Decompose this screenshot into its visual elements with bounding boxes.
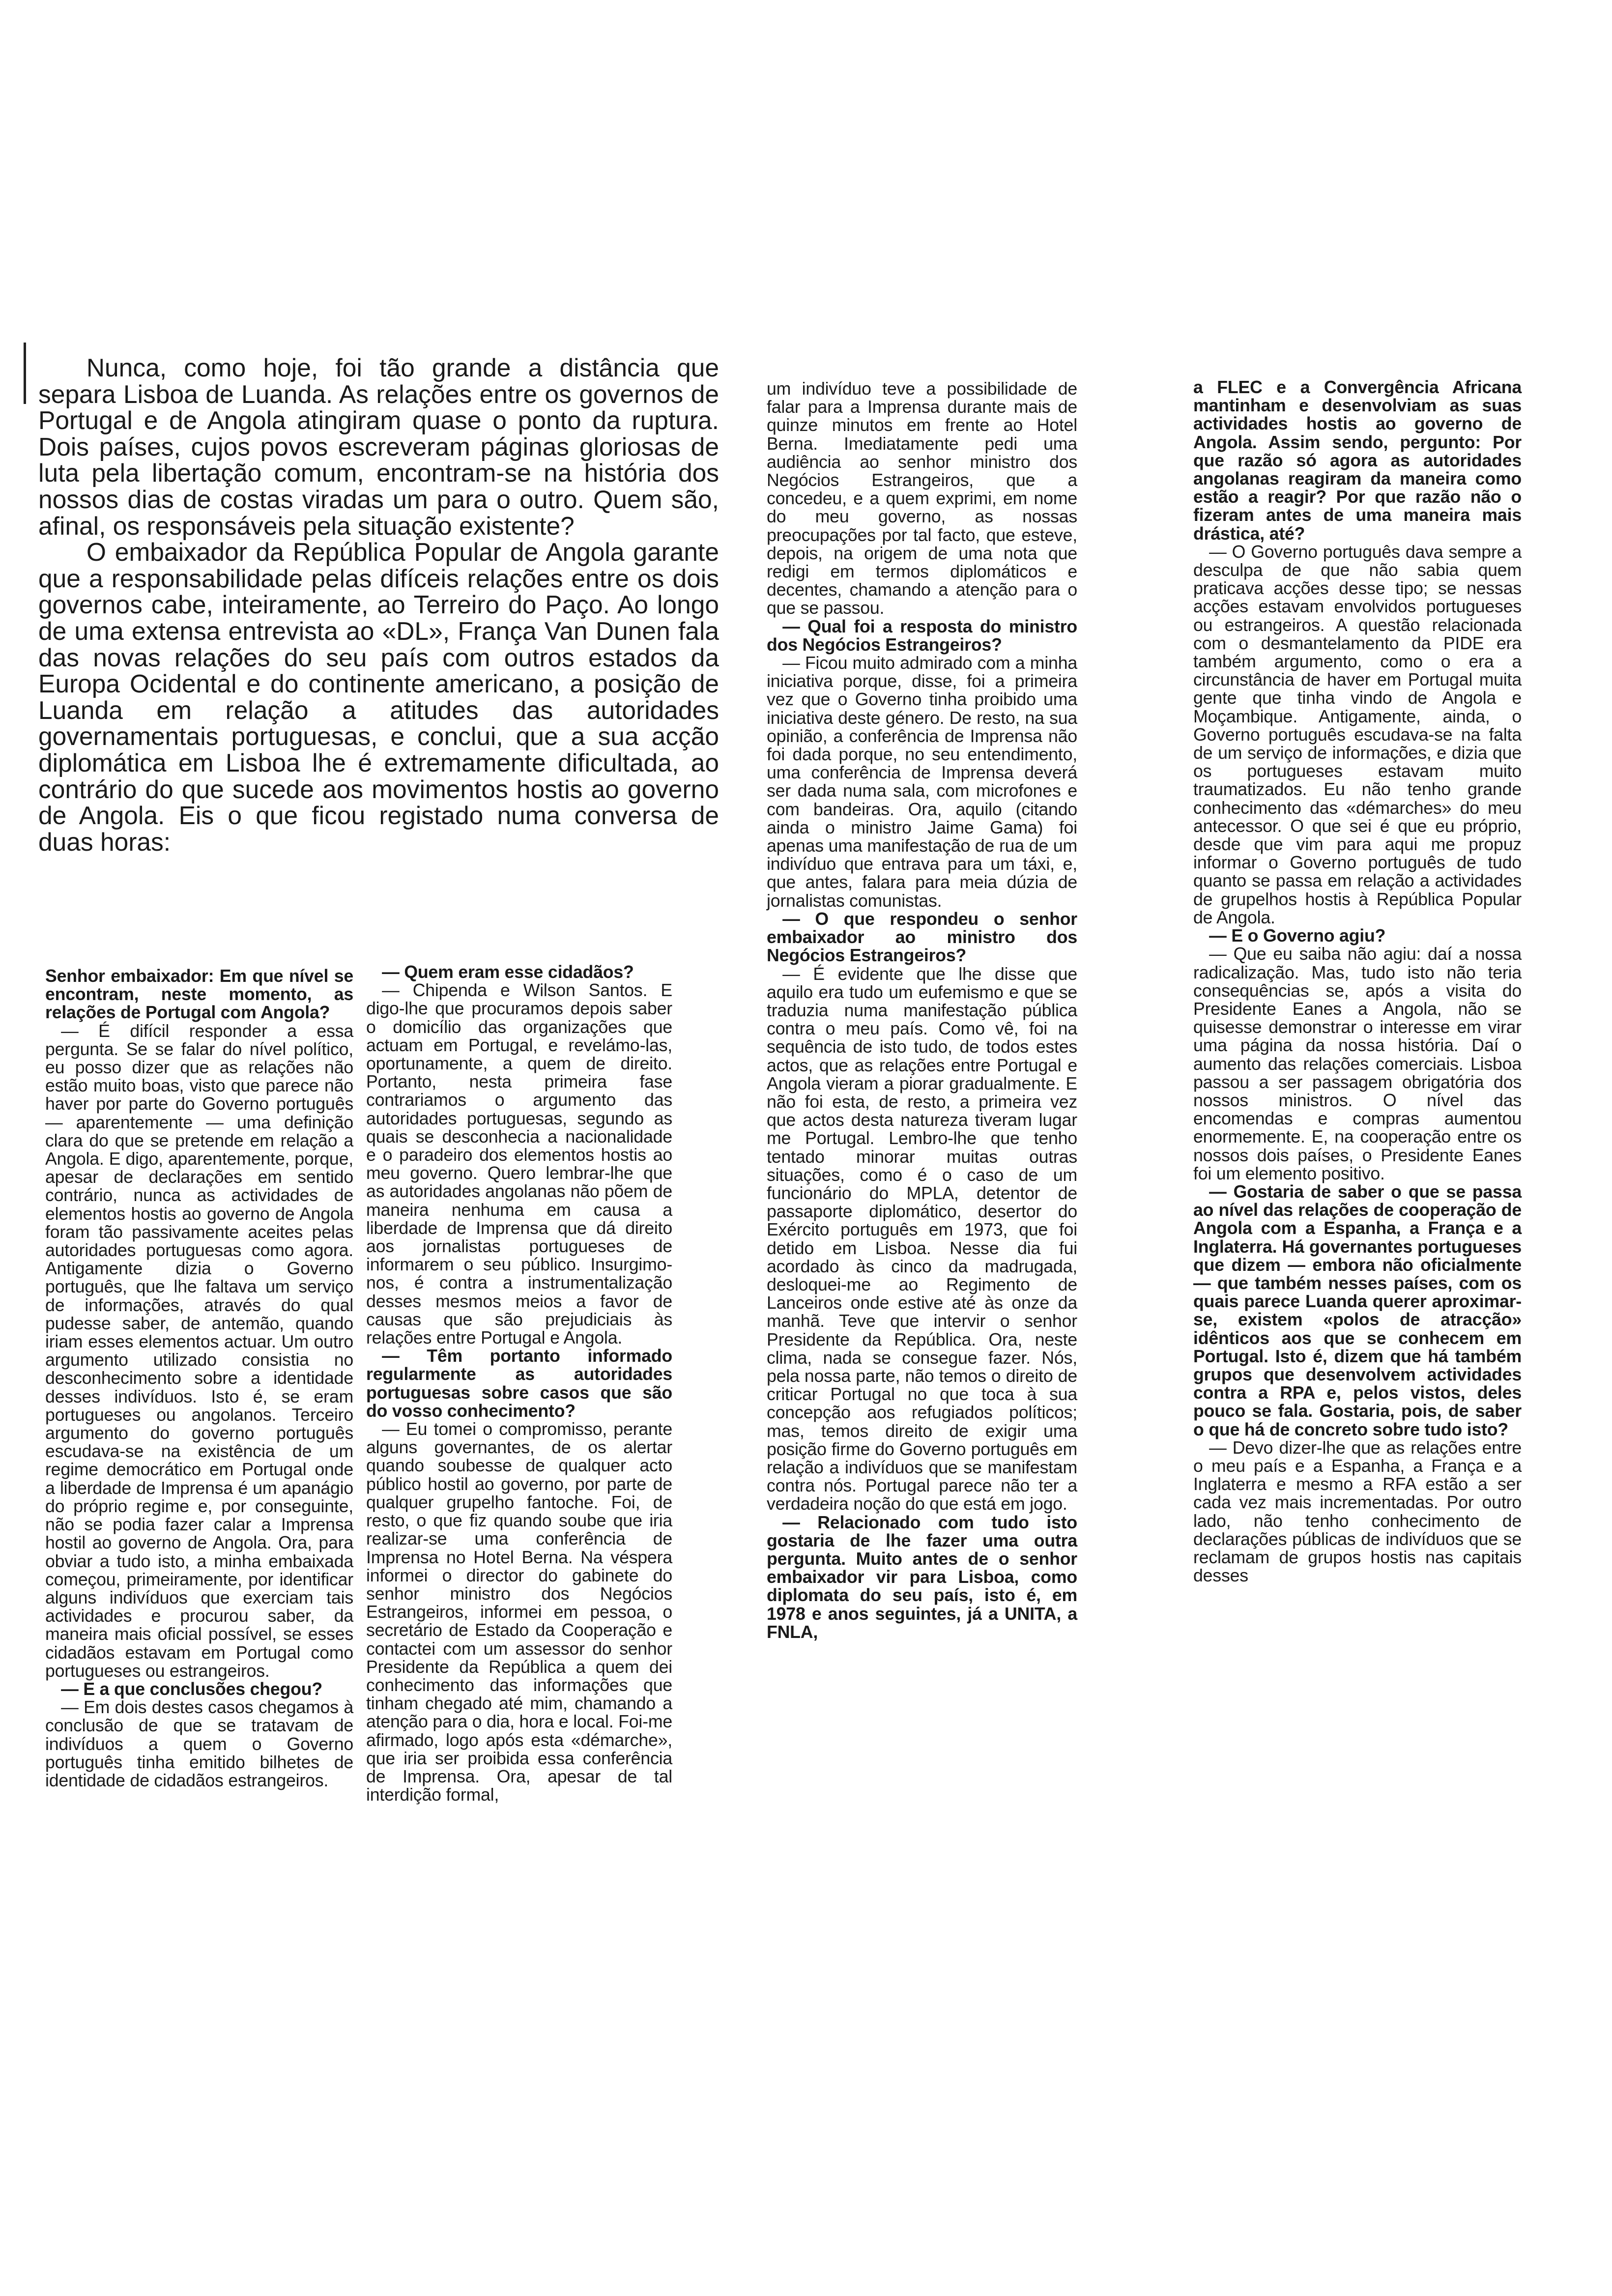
interview-question: a FLEC e a Convergência Africana mantinham e desenvolviam as suas actividades hostis ao governo de Angola. Assim sendo, pergunto: Por que razão só agora as autoridades angolanas reagiram da maneira como estão a reagir? Por que razão não o fizeram antes de uma maneira mais drástica, até? [1193,377,1522,544]
interview-answer: — Chipenda e Wilson Santos. E digo-lhe que procuramos depois saber o domicílio das organizações que actuam em Portugal, e revelámo-las, oportunamente, a quem de direito. Portanto, nesta primeira fase contrariamos o argumento das autoridades portuguesas, segundo as quais se desconhecia a nacionalidade e o paradeiro dos elementos hostis ao meu governo. Quero lembrar-lhe que as autoridades angolanas não põem de maneira nenhuma em causa a liberdade de Imprensa que dá direito aos jornalistas portugueses de informarem o seu público. Insurgimo-nos, é contra a instrumentalização desses mesmos meios a favor de causas que são prejudiciais às relações entre Portugal e Angola. [366,980,672,1348]
interview-question: — Qual foi a resposta do ministro dos Negócios Estrangeiros? [767,616,1077,655]
interview-question: — O que respondeu o senhor embaixador ao ministro dos Negócios Estrangeiros? [767,909,1077,966]
interview-answer: — O Governo português dava sempre a desculpa de que não sabia quem praticava acções desse tipo; se nessas acções estavam envolvidos portugueses ou estrangeiros. A questão relacionada com o desmantelamento da PIDE era também argumento, como o era a circunstância de haver em Portugal muita gente que tinha vindo de Angola e Moçambique. Antigamente, ainda, o Governo português escudava-se na falta de um serviço de informações, e dizia que os portugueses estavam muito traumatizados. Eu não tenho grande conhecimento das «démarches» do meu antecessor. O que sei é que eu próprio, desde que vim para aqui me propuz informar o Governo português de tudo quanto se passa em relação a actividades de grupelhos hostis à República Popular de Angola. [1193,542,1522,927]
interview-question: — Quem eram esse cidadãos? [382,962,634,982]
interview-answer: um indivíduo teve a possibilidade de falar para a Imprensa durante mais de quinze minutos em frente ao Hotel Berna. Imediatamente pedi uma audiência ao senhor ministro dos Negócios Estrangeiros, que a concedeu, e a quem exprimi, em nome do meu governo, as nossas preocupações por tal facto, que esteve, depois, na origem de uma nota que redigi em termos diplomáticos e decentes, chamando a atenção para o que se passou. [767,379,1077,618]
intro-paragraph: Nunca, como hoje, foi tão grande a distância que separa Lisboa de Luanda. As relações entre os governos de Portugal e de Angola atingiram quase o ponto da ruptura. Dois países, cujos povos escreveram páginas gloriosas de luta pela libertação comum, encontram-se na história dos nossos dias de costas viradas um para o outro. Quem são, afinal, os responsáveis pela situação existente? [38,353,719,540]
article-column-2 [366,963,672,1804]
article-column-4 [1193,378,1522,1585]
interview-question: Senhor embaixador: Em que nível se encontram, neste momento, as relações de Portugal com Angola? [45,966,353,1023]
article-intro [38,355,719,855]
article-column-1 [45,967,353,1790]
interview-question: — Têm portanto informado regularmente as autoridades portuguesas sobre casos que são do vosso conhecimento? [366,1346,672,1421]
intro-paragraph: O embaixador da República Popular de Angola garante que a responsabilidade pelas difíceis relações entre os dois governos cabe, inteiramente, ao Terreiro do Paço. Ao longo de uma extensa entrevista ao «DL», França Van Dunen fala das novas relações do seu país com outros estados da Europa Ocidental e do continente americano, a posição de Luanda em relação a atitudes das autoridades governamentais portuguesas, e conclui, que a sua acção diplomática em Lisboa lhe é extremamente dificultada, ao contrário do que sucede aos movimentos hostis ao governo de Angola. Eis o que ficou registado numa conversa de duas horas: [38,538,719,856]
interview-answer: — Em dois destes casos chegamos à conclusão de que se tratavam de indivíduos a quem o Governo português tinha emitido bilhetes de identidade de cidadãos estrangeiros. [45,1697,353,1790]
interview-answer: — Devo dizer-lhe que as relações entre o meu país e a Espanha, a França e a Inglaterra e mesmo a RFA estão a ser cada vez mais incrementadas. Por outro lado, não tenho conhecimento de declarações públicas de indivíduos que se reclamam de grupos hostis nas capitais desses [1193,1437,1522,1586]
interview-question: — E a que conclusões chegou? [61,1679,322,1699]
interview-answer: — Que eu saiba não agiu: daí a nossa radicalização. Mas, tudo isto não teria consequências se, após a visita do Presidente Eanes a Angola, não se quisesse demonstrar o interesse em virar uma página da nossa história. Daí o aumento das relações comerciais. Lisboa passou a ser passagem obrigatória dos nossos ministros. O nível das encomendas e compras aumentou enormemente. E, na cooperação entre os nossos dois países, o Presidente Eanes foi um elemento positivo. [1193,944,1522,1183]
interview-answer: — É difícil responder a essa pergunta. Se se falar do nível político, eu posso dizer que as relações não estão muito boas, visto que parece não haver por parte do Governo português — aparentemente — uma definição clara do que se pretende em relação a Angola. E digo, aparentemente, porque, apesar de declarações em sentido contrário, nunca as actividades de elementos hostis ao governo de Angola foram tão passivamente aceites pelas autoridades portuguesas como agora. Antigamente dizia o Governo português, que lhe faltava um serviço de informações, através do qual pudesse saber, de antemão, quando iriam esses elementos actuar. Um outro argumento utilizado consistia no desconhecimento sobre a identidade desses indivíduos. Isto é, se eram portugueses ou angolanos. Terceiro argumento do governo português escudava-se na existência de um regime democrático em Portugal onde a liberdade de Imprensa é um apanágio do próprio regime e, por conseguinte, não se podia fazer calar a Imprensa hostil ao governo de Angola. Ora, para obviar a tudo isto, a minha embaixada começou, primeiramente, por identificar alguns indivíduos que exerciam tais actividades e procurou saber, da maneira mais oficial possível, se esses cidadãos estavam em Portugal como portugueses ou estrangeiros. [45,1021,353,1681]
interview-question: — Gostaria de saber o que se passa ao nível das relações de cooperação de Angola com a Espanha, a França e a Inglaterra. Há governantes portugueses que dizem — embora não oficialmente — que também nesses países, com os quais parece Luanda querer aproximar-se, existem «polos de atracção» idênticos aos que se conhecem em Portugal. Isto é, dizem que há também grupos que desenvolvem actividades contra a RPA e, pelos vistos, deles pouco se fala. Gostaria, pois, de saber o que há de concreto sobre tudo isto? [1193,1181,1522,1439]
article-column-3 [767,380,1077,1641]
interview-question: — Relacionado com tudo isto gostaria de lhe fazer uma outra pergunta. Muito antes de o senhor embaixador vir para Lisboa, como diplomata do seu país, isto é, em 1978 e anos seguintes, já a UNITA, a FNLA, [767,1512,1077,1642]
interview-answer: — É evidente que lhe disse que aquilo era tudo um eufemismo e que se traduzia numa manifestação pública contra o meu país. Como vê, foi na sequência de isto tudo, de todos estes actos, que as relações entre Portugal e Angola vieram a piorar gradualmente. E não foi esta, de resto, a primeira vez que actos desta natureza tiveram lugar me Portugal. Lembro-lhe que tenho tentado minorar muitas outras situações, como é o caso de um funcionário do MPLA, detentor de passaporte diplomático, desertor do Exército português em 1973, que foi detido em Lisboa. Nesse dia fui acordado às cinco da madrugada, desloquei-me ao Regimento de Lanceiros onde estive até às onze da manhã. Teve que intervir o senhor Presidente da República. Ora, neste clima, nada se consegue fazer. Nós, pela nossa parte, não temos o direito de criticar Portugal no que toca à sua concepção aos refugiados políticos; mas, temos direito de exigir uma posição firme do Governo português em relação a indivíduos que se manifestam contra nós. Portugal parece não ter a verdadeira noção do que está em jogo. [767,964,1077,1514]
margin-rule [24,343,26,404]
interview-answer: — Ficou muito admirado com a minha iniciativa porque, disse, foi a primeira vez que o Governo tinha proibido uma iniciativa deste género. De resto, na sua opinião, a conferência de Imprensa não foi dada porque, no seu entendimento, uma conferência de Imprensa deverá ser dada numa sala, com microfones e com bandeiras. Ora, aquilo (citando ainda o ministro Jaime Gama) foi apenas uma manifestação de rua de um indivíduo que entrava para um táxi, e, que antes, falara para meia dúzia de jornalistas comunistas. [767,653,1077,911]
interview-answer: — Eu tomei o compromisso, perante alguns governantes, de os alertar quando soubesse de qualquer acto público hostil ao governo, por parte de qualquer grupelho fantoche. Foi, de resto, o que fiz quando soube que iria realizar-se uma conferência de Imprensa no Hotel Berna. Na véspera informei o director do gabinete do senhor ministro dos Negócios Estrangeiros, informei em pessoa, o secretário de Estado da Cooperação e contactei com um assessor do senhor Presidente da República a quem dei conhecimento das informações que tinham chegado até mim, chamando a atenção para o dia, hora e local. Foi-me afirmado, logo após esta «démarche», que iria ser proibida essa conferência de Imprensa. Ora, apesar de tal interdição formal, [366,1419,672,1805]
interview-question: — E o Governo agiu? [1209,926,1386,946]
